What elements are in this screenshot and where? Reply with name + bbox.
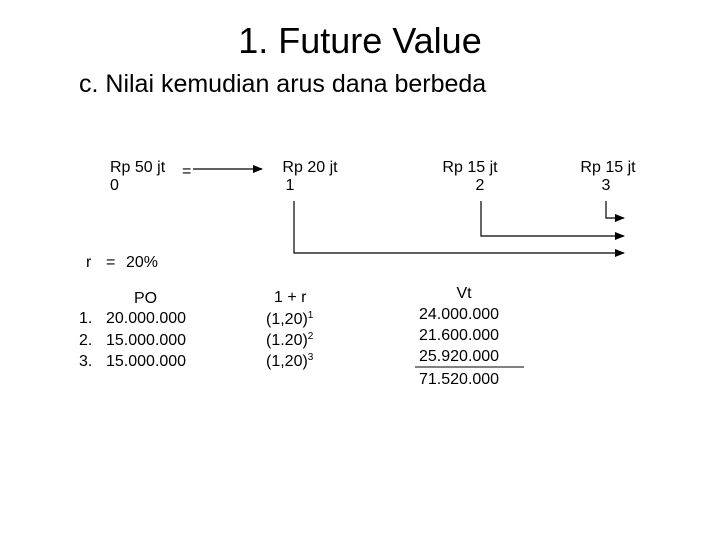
factor-item-1-base: (1,20)	[266, 311, 308, 328]
po-item-1-number: 1.	[79, 310, 93, 327]
factor-item-1	[266, 310, 313, 330]
period-2-index: 2	[475, 177, 485, 194]
period-1-index: 1	[285, 177, 295, 194]
vt-value-3: 25.920.000	[419, 348, 500, 365]
po-header: PO	[134, 290, 158, 307]
arrow-period-1-to-period-3	[294, 201, 624, 253]
period-0-amount: Rp 50 jt	[110, 159, 166, 176]
rate-value: 20%	[126, 254, 159, 271]
factor-header: 1 + r	[274, 289, 307, 306]
factor-item-3-base: (1,20)	[266, 353, 308, 370]
slide-title: 1. Future Value	[238, 20, 482, 61]
po-item-3-number: 3.	[79, 353, 93, 370]
po-item-1-value: 20.000.000	[106, 310, 187, 327]
po-item-2-number: 2.	[79, 332, 93, 349]
vt-value-2: 21.600.000	[419, 327, 500, 344]
vt-header: Vt	[456, 285, 472, 302]
vt-value-1: 24.000.000	[419, 306, 500, 323]
po-item-2-value: 15.000.000	[106, 332, 187, 349]
factor-item-3	[266, 352, 313, 372]
rate-equals: =	[106, 254, 116, 271]
rate-label: r	[86, 254, 92, 271]
period-0-index: 0	[110, 177, 119, 194]
factor-item-3-exponent: 3	[307, 352, 314, 363]
vt-total: 71.520.000	[419, 371, 500, 388]
po-item-3-value: 15.000.000	[106, 353, 187, 370]
period-0-equals: =	[182, 163, 192, 180]
period-1-amount: Rp 20 jt	[282, 159, 338, 176]
factor-item-2-exponent: 2	[307, 331, 314, 342]
arrow-period-2-to-period-3	[481, 201, 624, 236]
period-2-amount: Rp 15 jt	[442, 159, 498, 176]
period-3-index: 3	[601, 177, 611, 194]
period-3-amount: Rp 15 jt	[580, 159, 636, 176]
factor-item-2	[266, 331, 313, 351]
factor-item-2-base: (1.20)	[266, 332, 308, 349]
slide-subtitle: c. Nilai kemudian arus dana berbeda	[79, 70, 487, 98]
factor-item-1-exponent: 1	[307, 310, 314, 321]
arrow-period-3-to-end	[606, 201, 624, 218]
